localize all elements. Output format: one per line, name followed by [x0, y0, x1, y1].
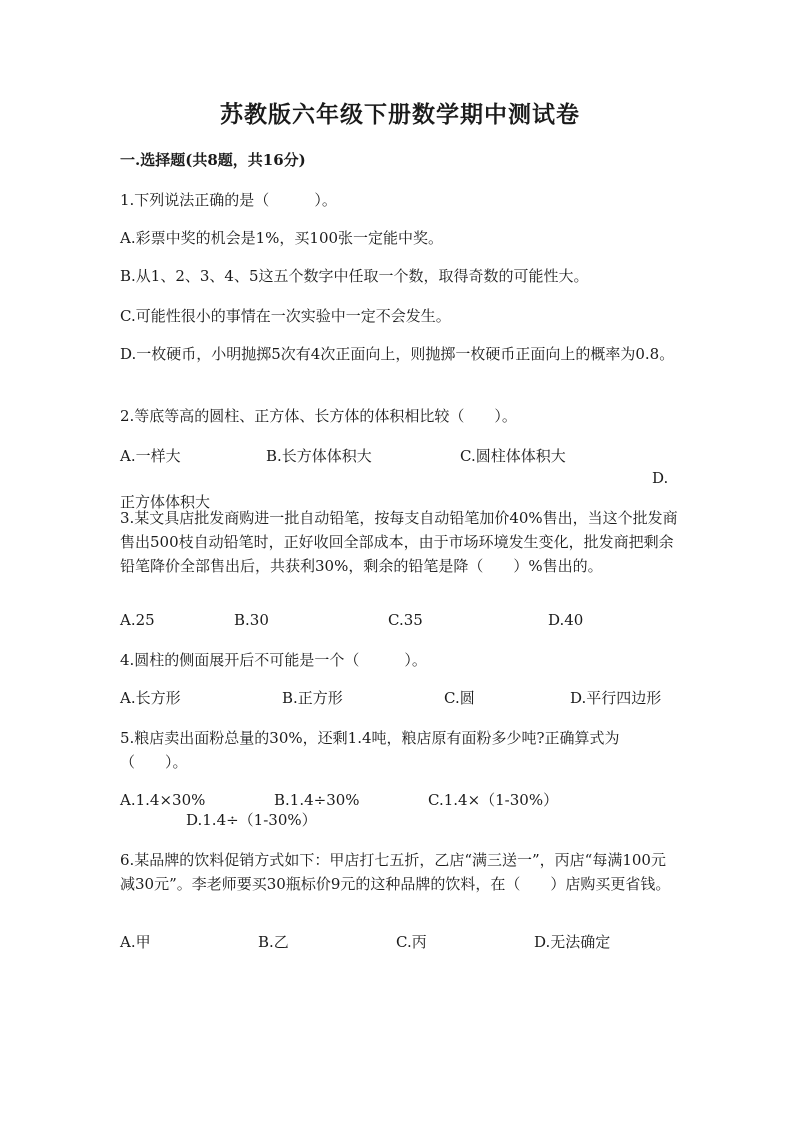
question-stem: 2.等底等高的圆柱、正方体、长方体的体积相比较（ ）。: [120, 407, 517, 425]
question-stem: 4.圆柱的侧面展开后不可能是一个（ ）。: [120, 651, 427, 669]
question-option: B.1.4÷30%: [274, 791, 360, 809]
question-option: C.圆: [444, 689, 475, 707]
page-title: 苏教版六年级下册数学期中测试卷: [220, 101, 580, 128]
question-option: A.25: [120, 611, 155, 629]
question-option: B.正方形: [282, 689, 343, 707]
question-stem: 5.粮店卖出面粉总量的30%，还剩1.4吨，粮店原有面粉多少吨?正确算式为（ ）。: [120, 729, 620, 771]
question-option: D.平行四边形: [570, 689, 662, 707]
question-stem: 3.某文具店批发商购进一批自动铅笔，按每支自动铅笔加价40%售出，当这个批发商售出500枝自动铅笔时，正好收回全部成本，由于市场环境发生变化，批发商把剩余铅笔降价全部售出后，共获利30%，剩余的铅笔是降（ ）%售出的。: [120, 509, 678, 575]
question-option: C.35: [388, 611, 423, 629]
question-option: C.丙: [396, 933, 427, 951]
question-option: A.长方形: [120, 689, 181, 707]
question-option: C.圆柱体体积大: [460, 447, 566, 465]
question-option: D.正方体体积大: [120, 469, 669, 511]
question-option: D.无法确定: [534, 933, 611, 951]
question-option: D.1.4÷（1-30%）: [186, 811, 317, 829]
question-stem: 1.下列说法正确的是（ ）。: [120, 191, 337, 209]
question-option: A.甲: [120, 933, 151, 951]
question-option: A.彩票中奖的机会是1%，买100张一定能中奖。: [120, 229, 444, 247]
question-option: B.从1、2、3、4、5这五个数字中任取一个数，取得奇数的可能性大。: [120, 267, 589, 285]
question-option: B.长方体体积大: [266, 447, 372, 465]
question-option: A.1.4×30%: [120, 791, 206, 809]
question-option: D.一枚硬币，小明抛掷5次有4次正面向上，则抛掷一枚硬币正面向上的概率为0.8。: [120, 345, 675, 363]
question-option: A.一样大: [120, 447, 181, 465]
question-stem: 6.某品牌的饮料促销方式如下：甲店打七五折，乙店“满三送一”，丙店“每满100元减30元”。李老师要买30瓶标价9元的这种品牌的饮料，在（ ）店购买更省钱。: [120, 851, 671, 893]
question-option: C.可能性很小的事情在一次实验中一定不会发生。: [120, 307, 451, 325]
question-option: B.30: [234, 611, 269, 629]
question-option: D.40: [548, 611, 584, 629]
question-option: C.1.4×（1-30%）: [428, 791, 559, 809]
section-heading: 一.选择题(共8题，共16分): [120, 151, 306, 169]
question-option: B.乙: [258, 933, 289, 951]
